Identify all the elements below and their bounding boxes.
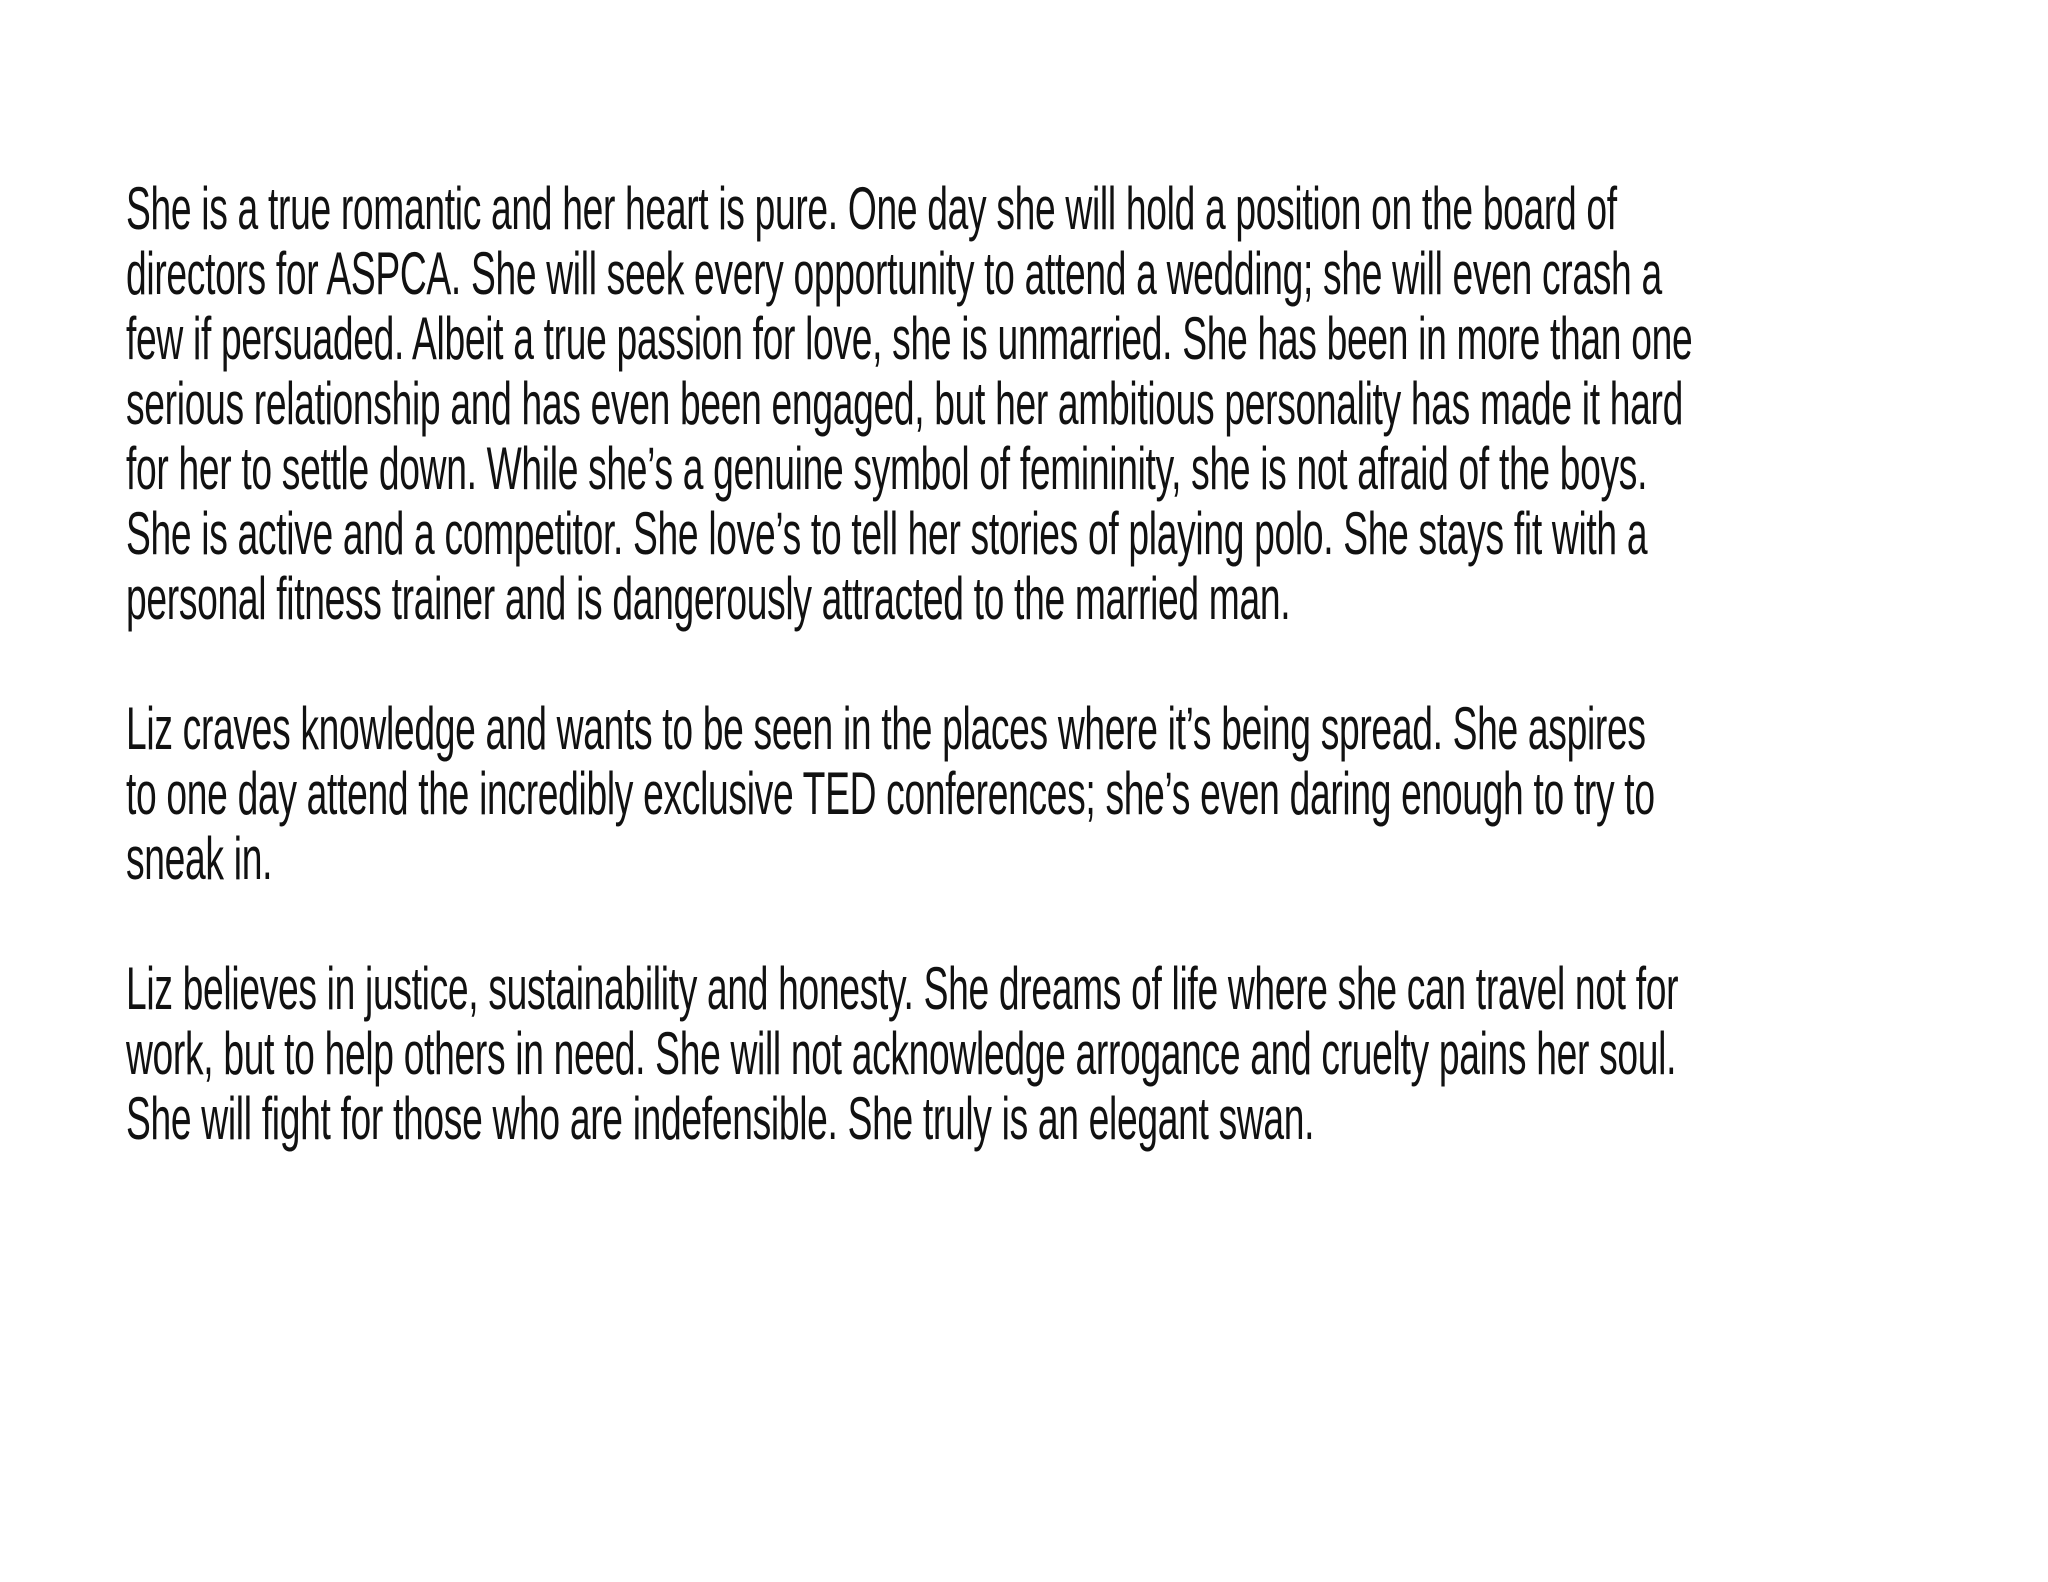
text-line: for her to settle down. While she’s a genuine symbol of femininity, she is not afraid of the boys. xyxy=(126,435,1648,502)
paragraph-personality xyxy=(126,176,2048,631)
text-line: sneak in. xyxy=(126,825,273,892)
text-line: Liz believes in justice, sustainability and honesty. She dreams of life where she can travel not for xyxy=(126,955,1679,1022)
text-line: personal fitness trainer and is dangerously attracted to the married man. xyxy=(126,565,1291,632)
text-line: serious relationship and has even been engaged, but her ambitious personality has made it hard xyxy=(126,370,1684,437)
text-line: She will fight for those who are indefensible. She truly is an elegant swan. xyxy=(126,1085,1315,1152)
text-line: work, but to help others in need. She will not acknowledge arrogance and cruelty pains her soul. xyxy=(126,1020,1677,1087)
text-line: Liz craves knowledge and wants to be seen in the places where it’s being spread. She aspires xyxy=(126,695,1646,762)
text-line: directors for ASPCA. She will seek every opportunity to attend a wedding; she will even crash a xyxy=(126,240,1662,307)
text-line: She is a true romantic and her heart is pure. One day she will hold a position on the board of xyxy=(126,175,1617,242)
paragraph-values xyxy=(126,956,2048,1151)
text-line: She is active and a competitor. She love’s to tell her stories of playing polo. She stays fit with a xyxy=(126,500,1648,567)
text-block xyxy=(126,176,2048,1151)
text-line: to one day attend the incredibly exclusive TED conferences; she’s even daring enough to try to xyxy=(126,760,1655,827)
paragraph-knowledge xyxy=(126,696,2048,891)
text-line: few if persuaded. Albeit a true passion for love, she is unmarried. She has been in more than one xyxy=(126,305,1693,372)
